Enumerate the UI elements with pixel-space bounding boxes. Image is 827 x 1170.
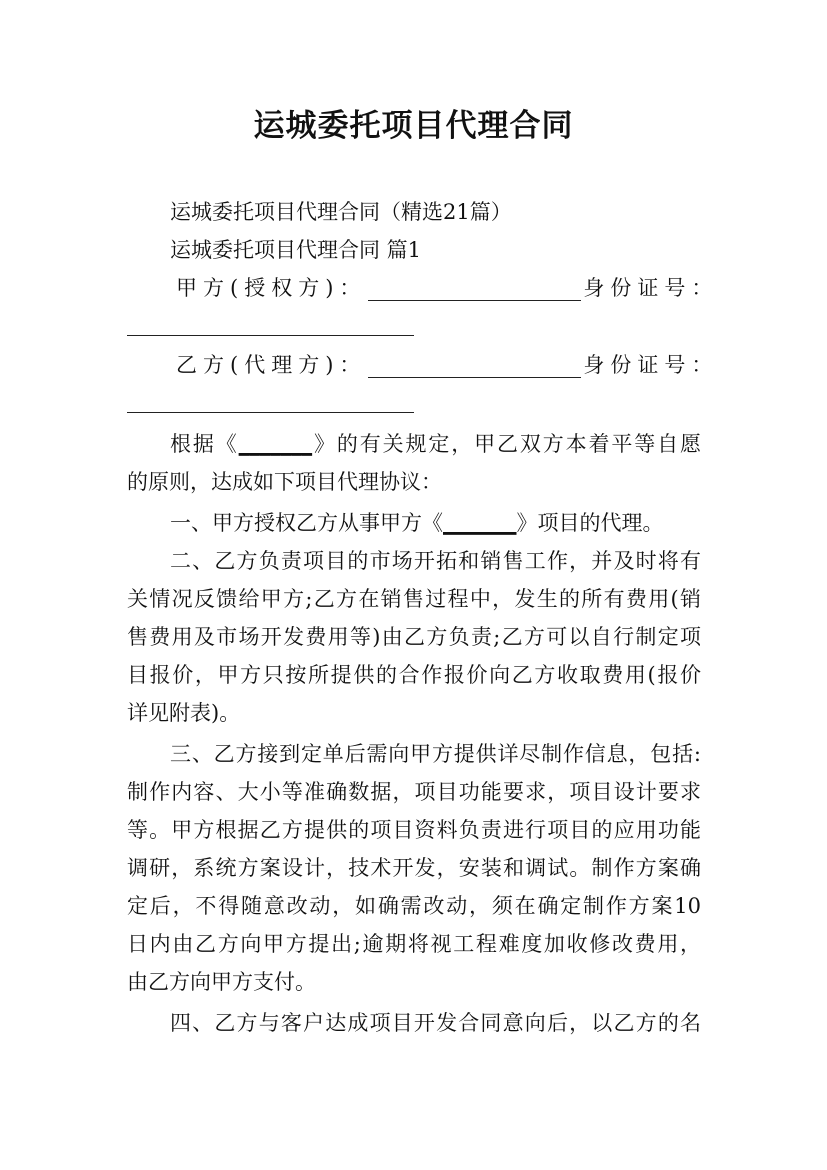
party-a-id-label: 身份证号： [583, 276, 719, 300]
document-subtitle: 运城委托项目代理合同（精选21篇） [170, 200, 512, 224]
clause-1-line: 一、甲方授权乙方从事甲方《_______》项目的代理。 [170, 511, 664, 535]
section-heading: 运城委托项目代理合同 篇1 [170, 238, 422, 262]
clause-3-line-6: 日内由乙方向甲方提出;逾期将视工程难度加收修改费用， [127, 932, 701, 956]
party-a-id-blank [127, 335, 414, 336]
clause-3-line-4: 调研，系统方案设计，技术开发，安装和调试。制作方案确 [127, 856, 701, 880]
clause-2-line-1: 二、乙方负责项目的市场开拓和销售工作，并及时将有 [170, 549, 701, 573]
clause-3-line-5: 定后，不得随意改动，如确需改动，须在确定制作方案10 [127, 894, 701, 918]
party-a-label: 甲方(授权方)： [176, 276, 367, 300]
clause-2-line-3: 售费用及市场开发费用等)由乙方负责;乙方可以自行制定项 [127, 625, 701, 649]
intro-line-2: 的原则，达成如下项目代理协议： [127, 470, 442, 494]
party-a-name-blank [368, 280, 581, 301]
clause-4-line-1: 四、乙方与客户达成项目开发合同意向后，以乙方的名 [170, 1011, 701, 1035]
clause-2-line-4: 目报价，甲方只按所提供的合作报价向乙方收取费用(报价 [127, 663, 701, 687]
party-a-row [176, 275, 719, 301]
party-b-label: 乙方(代理方)： [176, 353, 367, 377]
intro-line-1: 根据《_______》的有关规定，甲乙双方本着平等自愿 [170, 432, 701, 456]
clause-2-line-5: 详见附表)。 [127, 701, 241, 725]
clause-3-line-1: 三、乙方接到定单后需向甲方提供详尽制作信息，包括: [170, 742, 701, 766]
clause-3-line-3: 等。甲方根据乙方提供的项目资料负责进行项目的应用功能 [127, 818, 701, 842]
party-b-id-label: 身份证号： [583, 353, 719, 377]
clause-3-line-7: 由乙方向甲方支付。 [127, 970, 316, 994]
party-b-row [176, 352, 719, 378]
clause-2-line-2: 关情况反馈给甲方;乙方在销售过程中，发生的所有费用(销 [127, 587, 701, 611]
party-b-id-blank [127, 412, 414, 413]
party-b-name-blank [368, 357, 581, 378]
document-title: 运城委托项目代理合同 [253, 108, 574, 144]
clause-3-line-2: 制作内容、大小等准确数据，项目功能要求，项目设计要求 [127, 780, 701, 804]
